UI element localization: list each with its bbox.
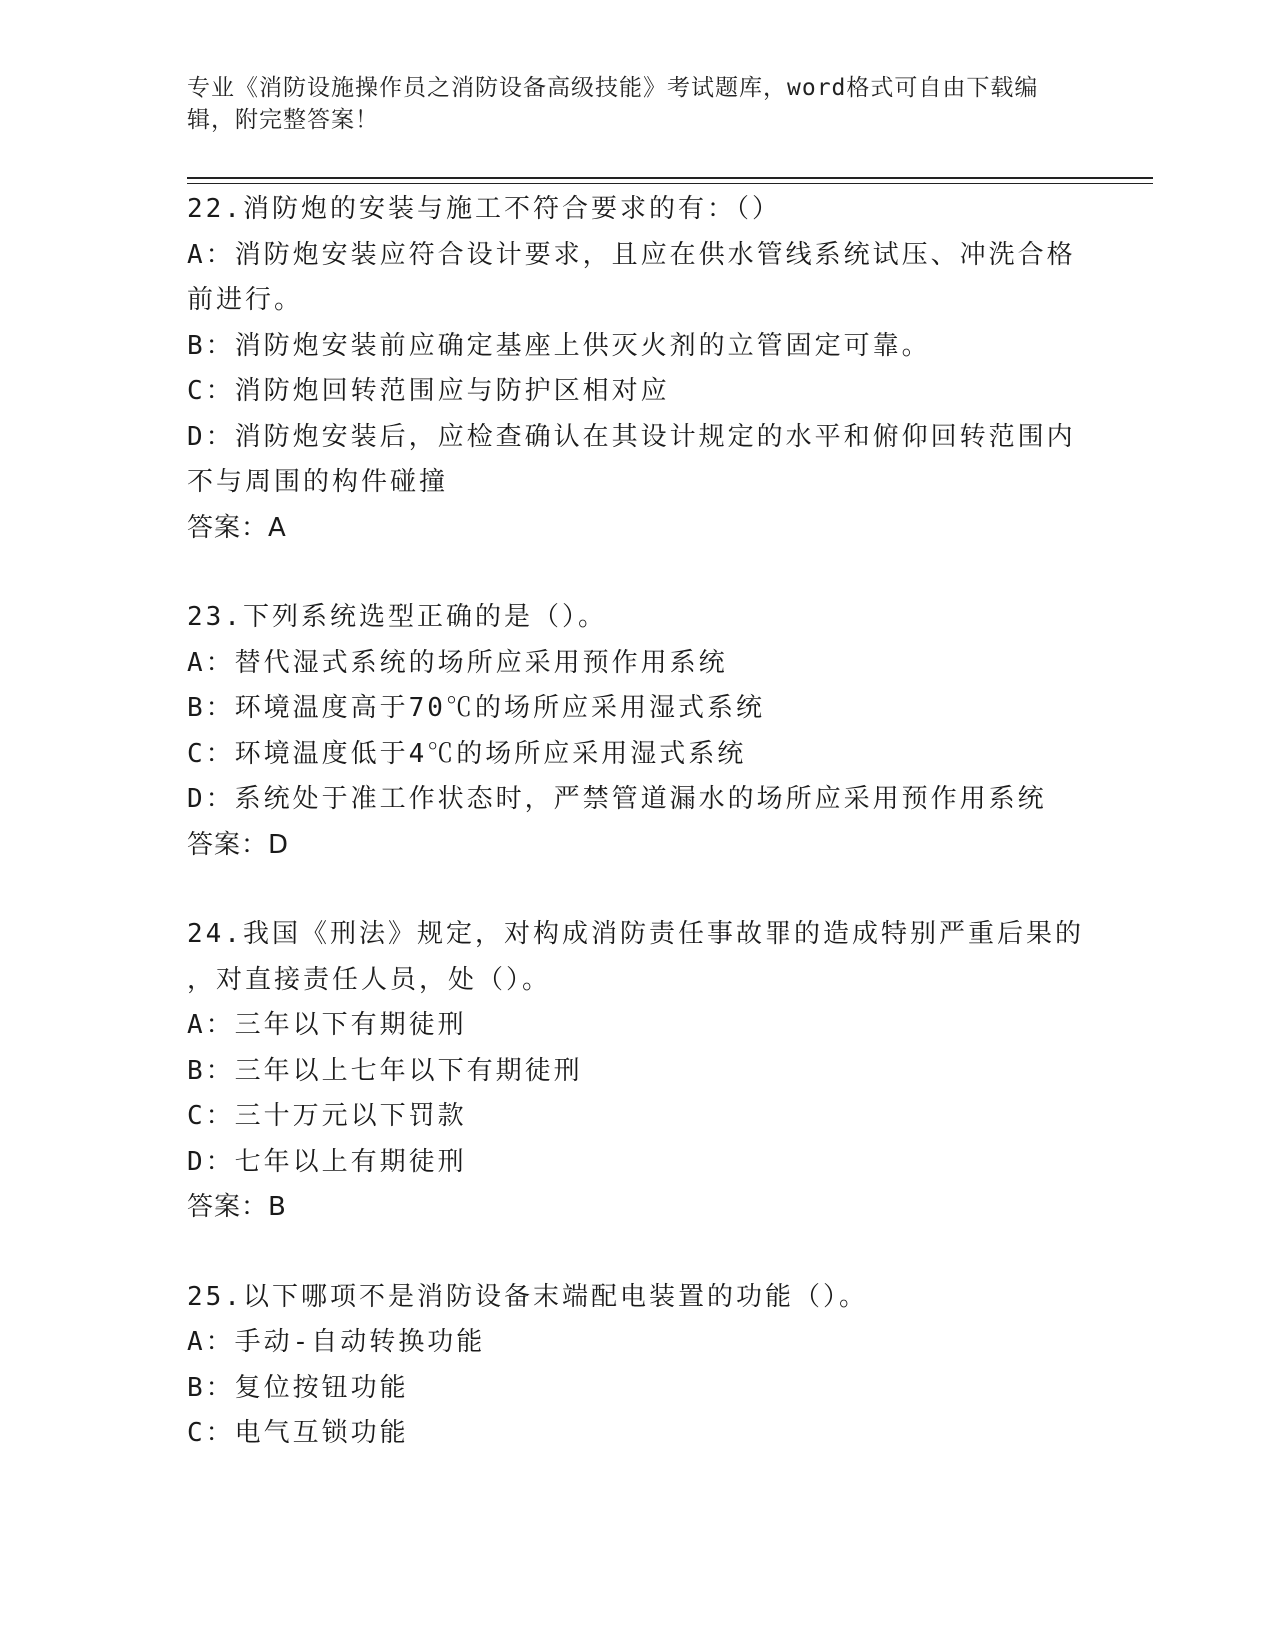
answer-label: 答案：D xyxy=(187,829,290,860)
option-b: B：复位按钮功能 xyxy=(187,1372,409,1403)
option-a: A：三年以下有期徒刑 xyxy=(187,1010,467,1040)
header-divider-thick xyxy=(187,177,1153,179)
option-b: B：环境温度高于70℃的场所应采用湿式系统 xyxy=(187,693,765,723)
option-a: A：替代湿式系统的场所应采用预作用系统 xyxy=(187,647,728,678)
question-stem: 24.我国《刑法》规定，对构成消防责任事故罪的造成特别严重后果的 xyxy=(187,919,1084,949)
option-b: B：消防炮安装前应确定基座上供灭火剂的立管固定可靠。 xyxy=(187,330,931,361)
question-23 xyxy=(187,595,1087,868)
question-25 xyxy=(187,1275,1087,1457)
option-c: C：消防炮回转范围应与防护区相对应 xyxy=(187,376,670,406)
answer-label: 答案：A xyxy=(187,512,287,543)
question-list xyxy=(187,187,1087,1501)
option-d: D：消防炮安装后，应检查确认在其设计规定的水平和俯仰回转范围内 xyxy=(187,421,1076,452)
question-22 xyxy=(187,187,1087,551)
header-note-line-2: 辑，附完整答案！ xyxy=(187,107,379,133)
option-a: A：手动-自动转换功能 xyxy=(187,1327,486,1357)
option-c: C：环境温度低于4℃的场所应采用湿式系统 xyxy=(187,738,747,769)
question-24 xyxy=(187,912,1087,1231)
option-c: C：电气互锁功能 xyxy=(187,1418,409,1448)
option-d: D：七年以上有期徒刑 xyxy=(187,1146,467,1177)
question-stem-continued: ，对直接责任人员，处（）。 xyxy=(187,964,552,995)
answer-label: 答案：B xyxy=(187,1192,287,1222)
header-note-line-1: 专业《消防设施操作员之消防设备高级技能》考试题库，word格式可自由下载编 xyxy=(187,75,1039,101)
option-a: A：消防炮安装应符合设计要求，且应在供水管线系统试压、冲洗合格 xyxy=(187,239,1076,270)
document-header-note xyxy=(187,72,1067,136)
question-stem: 25.以下哪项不是消防设备末端配电装置的功能（）。 xyxy=(187,1281,868,1312)
option-d-continued: 不与周围的构件碰撞 xyxy=(187,467,449,497)
option-c: C：三十万元以下罚款 xyxy=(187,1101,467,1131)
question-stem: 23.下列系统选型正确的是（）。 xyxy=(187,602,607,632)
option-b: B：三年以上七年以下有期徒刑 xyxy=(187,1055,583,1086)
option-a-continued: 前进行。 xyxy=(187,285,304,315)
option-d: D：系统处于准工作状态时，严禁管道漏水的场所应采用预作用系统 xyxy=(187,784,1047,814)
header-divider-thin xyxy=(187,183,1153,184)
question-stem: 22.消防炮的安装与施工不符合要求的有：（） xyxy=(187,194,781,224)
